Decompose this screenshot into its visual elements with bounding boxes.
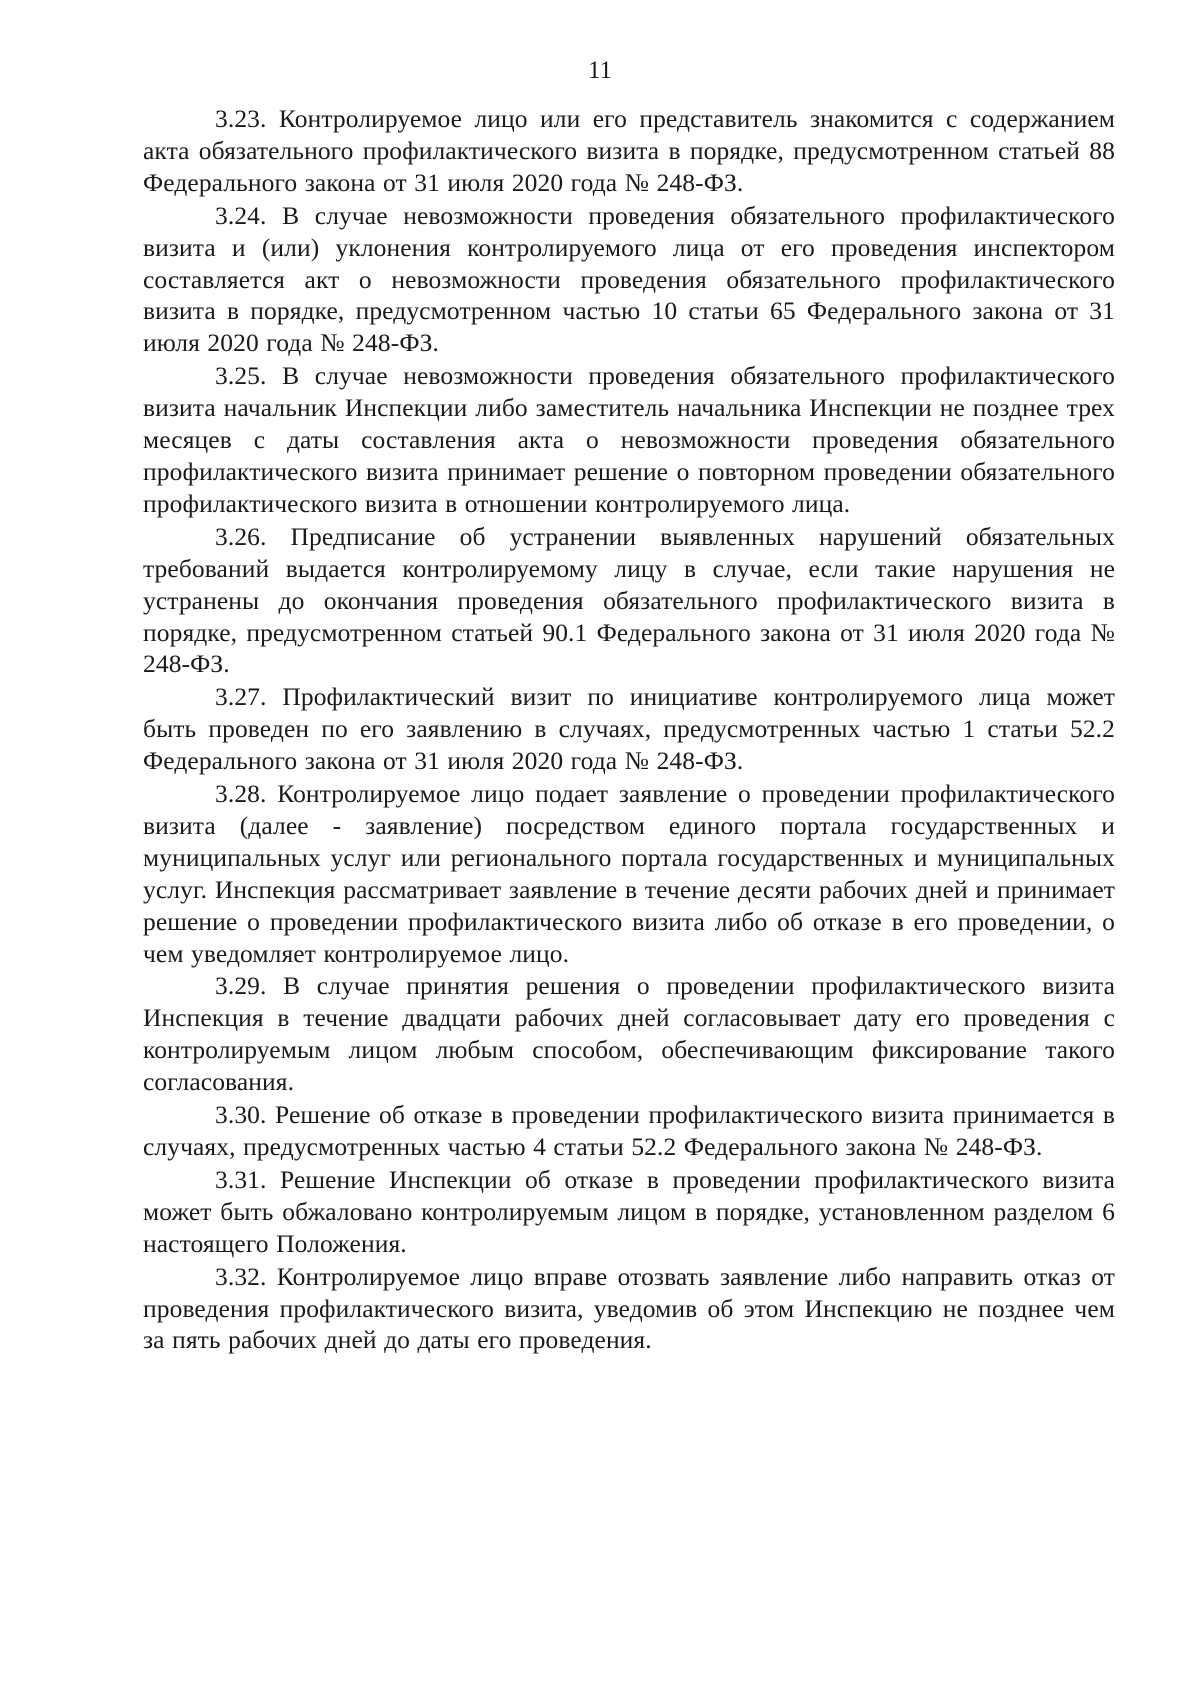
paragraph-3-26: 3.26. Предписание об устранении выявленных нарушений обязательных требований выдается контролируемому лицу в случае, если такие нарушения не устранены до окончания проведения обязательного профилактического визита в порядке, предусмотренном статьей 90.1 Федерального закона от 31 июля 2020 года № 248-ФЗ. bbox=[143, 521, 1115, 679]
paragraph-3-30: 3.30. Решение об отказе в проведении профилактического визита принимается в случаях, предусмотренных частью 4 статьи 52.2 Федерального закона № 248-ФЗ. bbox=[143, 1100, 1115, 1161]
paragraph-3-32: 3.32. Контролируемое лицо вправе отозвать заявление либо направить отказ от проведения профилактического визита, уведомив об этом Инспекцию не позднее чем за пять рабочих дней до даты его проведения. bbox=[143, 1261, 1115, 1355]
document-body bbox=[143, 103, 1115, 1356]
paragraph-3-29: 3.29. В случае принятия решения о проведении профилактического визита Инспекция в течение двадцати рабочих дней согласовывает дату его проведения с контролируемым лицом любым способом, обеспечивающим фиксирование такого согласования. bbox=[143, 971, 1115, 1097]
paragraph-3-25: 3.25. В случае невозможности проведения обязательного профилактического визита начальник Инспекции либо заместитель начальника Инспекции не позднее трех месяцев с даты составления акта о невозможности проведения обязательного профилактического визита принимает решение о повторном проведении обязательного профилактического визита в отношении контролируемого лица. bbox=[143, 361, 1115, 518]
page-number: 11 bbox=[587, 57, 613, 84]
paragraph-3-27: 3.27. Профилактический визит по инициативе контролируемого лица может быть проведен по его заявлению в случаях, предусмотренных частью 1 статьи 52.2 Федерального закона от 31 июля 2020 года № 248-ФЗ. bbox=[143, 682, 1115, 776]
paragraph-3-23: 3.23. Контролируемое лицо или его представитель знакомится с содержанием акта обязательного профилактического визита в порядке, предусмотренном статьей 88 Федерального закона от 31 июля 2020 года № 248-ФЗ. bbox=[143, 104, 1115, 197]
paragraph-3-31: 3.31. Решение Инспекции об отказе в проведении профилактического визита может быть обжаловано контролируемым лицом в порядке, установленном разделом 6 настоящего Положения. bbox=[143, 1164, 1115, 1258]
paragraph-3-28: 3.28. Контролируемое лицо подает заявление о проведении профилактического визита (далее - заявление) посредством единого портала государственных и муниципальных услуг или регионального портала государственных и муниципальных услуг. Инспекция рассматривает заявление в течение десяти рабочих дней и принимает решение о проведении профилактического визита либо об отказе в его проведении, о чем уведомляет контролируемое лицо. bbox=[143, 779, 1115, 968]
paragraph-3-24: 3.24. В случае невозможности проведения обязательного профилактического визита и (или) уклонения контролируемого лица от его проведения инспектором составляется акт о невозможности проведения обязательного профилактического визита в порядке, предусмотренном частью 10 статьи 65 Федерального закона от 31 июля 2020 года № 248-ФЗ. bbox=[143, 200, 1115, 358]
